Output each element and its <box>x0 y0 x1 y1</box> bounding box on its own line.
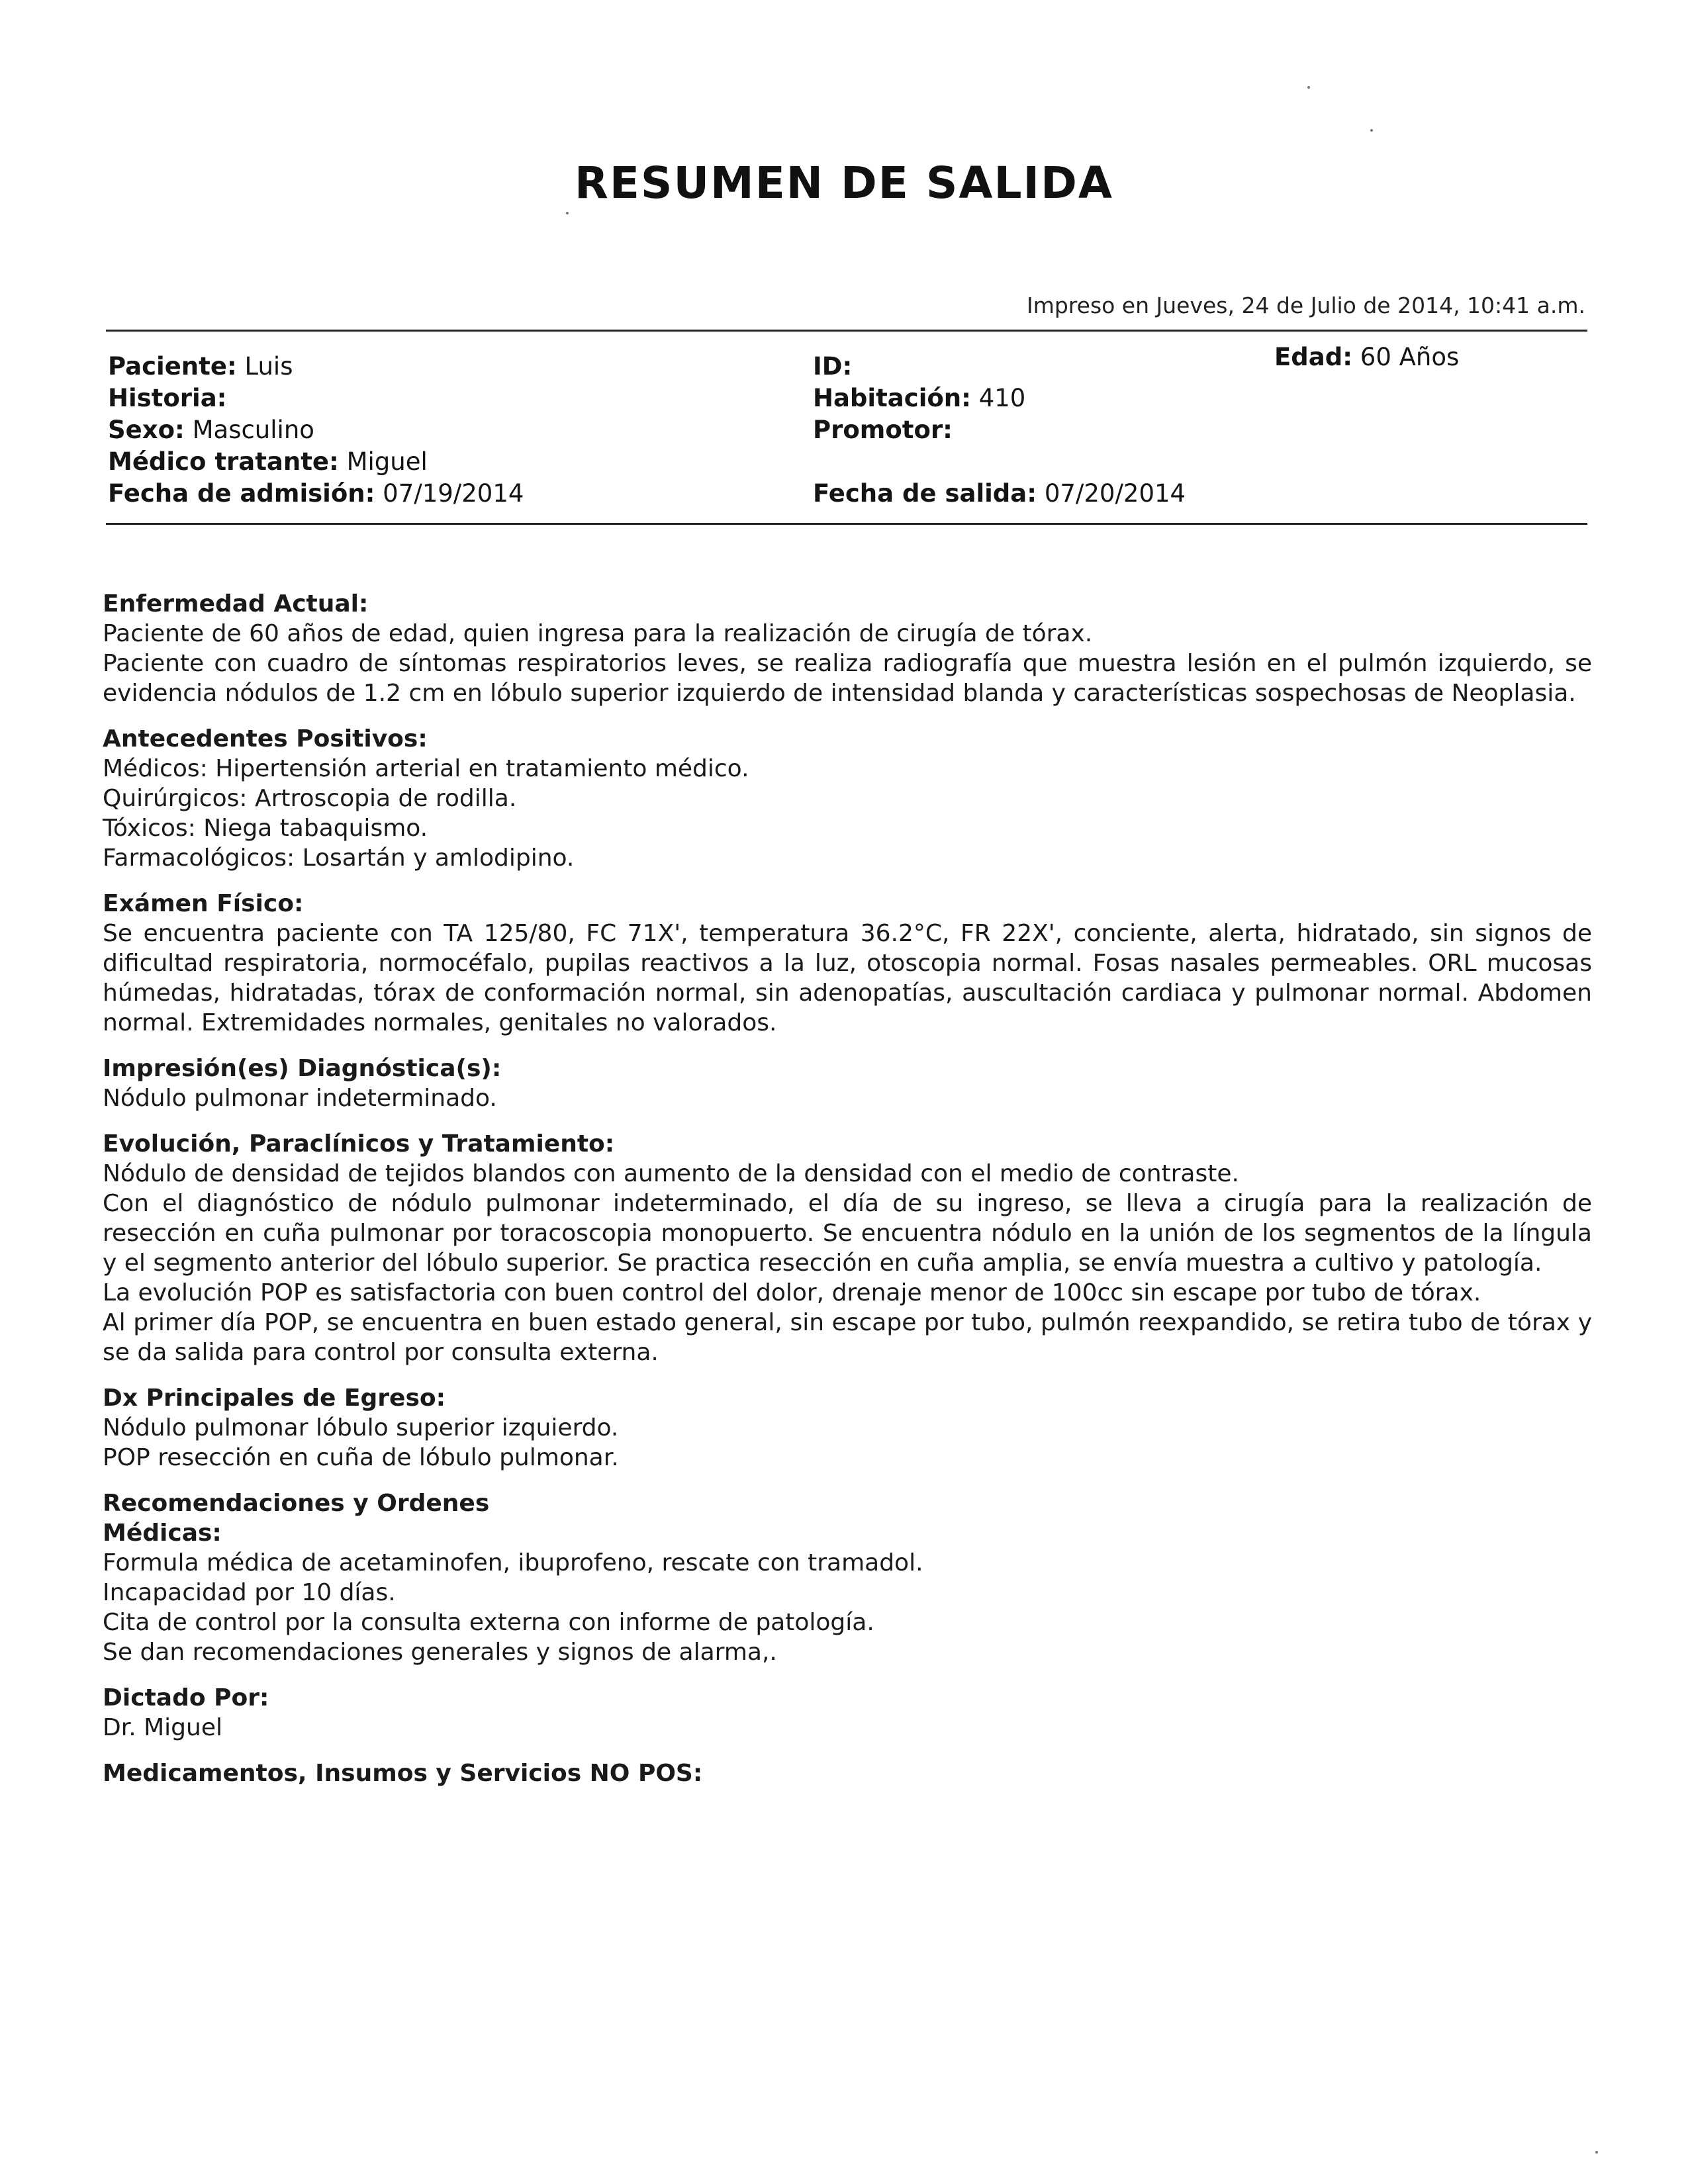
id-row <box>813 351 1186 383</box>
section-0 <box>103 589 1592 708</box>
discharge-date-row <box>813 478 1186 510</box>
age-value: 60 Años <box>1360 343 1460 371</box>
room-value: 410 <box>978 384 1026 412</box>
age-row <box>1274 341 1459 373</box>
section-line: Se encuentra paciente con TA 125/80, FC 71X', temperatura 36.2°C, FR 22X', conciente, alerta, hidratado, sin signos de dificultad respiratoria, normocéfalo, pupilas reactivos a la luz, otoscopia normal. Fosas nasales permeables. ORL mucosas húmedas, hidratadas, tórax de conformación normal, sin adenopatías, auscultación cardiaca y pulmonar normal. Abdomen normal. Extremidades normales, genitales no valorados. <box>103 920 1592 1036</box>
header-divider-top <box>106 330 1587 332</box>
section-line: Farmacológicos: Losartán y amlodipino. <box>103 844 575 872</box>
sex-label: Sexo: <box>108 416 185 444</box>
section-line: Tóxicos: Niega tabaquismo. <box>103 815 428 842</box>
spacer-row <box>813 446 1186 478</box>
section-title: Evolución, Paraclínicos y Tratamiento: <box>103 1130 615 1158</box>
scan-speck <box>566 212 569 214</box>
id-label: ID: <box>813 352 853 381</box>
section-line: POP resección en cuña de lóbulo pulmonar. <box>103 1444 619 1471</box>
section-5 <box>103 1383 1592 1473</box>
patient-info-right <box>1274 341 1459 373</box>
patient-info-middle <box>813 351 1186 510</box>
section-line: Nódulo de densidad de tejidos blandos con aumento de la densidad con el medio de contraste. <box>103 1160 1239 1187</box>
section-title: Enfermedad Actual: <box>103 590 369 617</box>
promoter-row <box>813 414 1186 446</box>
discharge-date-label: Fecha de salida: <box>813 479 1037 508</box>
scan-speck <box>1370 129 1373 132</box>
section-line: Nódulo pulmonar lóbulo superior izquierdo. <box>103 1414 619 1441</box>
section-8 <box>103 1758 1592 1788</box>
history-label: Historia: <box>108 384 227 412</box>
printed-timestamp: Impreso en Jueves, 24 de Julio de 2014, 10:41 a.m. <box>1026 293 1585 318</box>
section-line: Cita de control por la consulta externa con informe de patología. <box>103 1609 874 1636</box>
sex-value: Masculino <box>192 416 314 444</box>
patient-name-value: Luis <box>244 352 293 381</box>
discharge-date-value: 07/20/2014 <box>1044 479 1186 508</box>
promoter-label: Promotor: <box>813 416 953 444</box>
section-title: Dx Principales de Egreso: <box>103 1385 446 1412</box>
admission-date-value: 07/19/2014 <box>383 479 524 508</box>
section-title: Recomendaciones y Ordenes Médicas: <box>103 1490 490 1547</box>
scan-speck <box>1307 86 1310 89</box>
page-title: RESUMEN DE SALIDA <box>575 158 1113 208</box>
section-title: Medicamentos, Insumos y Servicios NO POS: <box>103 1760 703 1787</box>
section-7 <box>103 1683 1592 1743</box>
section-line: Nódulo pulmonar indeterminado. <box>103 1085 497 1112</box>
patient-name-label: Paciente: <box>108 352 237 381</box>
section-title: Impresión(es) Diagnóstica(s): <box>103 1055 502 1082</box>
section-line: Se dan recomendaciones generales y signos de alarma,. <box>103 1639 777 1666</box>
patient-info-left <box>108 351 524 510</box>
section-line: Al primer día POP, se encuentra en buen estado general, sin escape por tubo, pulmón reexpandido, se retira tubo de tórax y se da salida para control por consulta externa. <box>103 1309 1592 1366</box>
history-row <box>108 383 524 414</box>
doctor-value: Miguel <box>346 447 428 476</box>
clinical-sections <box>103 589 1592 1804</box>
section-1 <box>103 724 1592 873</box>
section-line: Quirúrgicos: Artroscopia de rodilla. <box>103 785 517 812</box>
section-6 <box>103 1488 1592 1667</box>
section-title: Antecedentes Positivos: <box>103 725 428 752</box>
section-line: Formula médica de acetaminofen, ibuprofeno, rescate con tramadol. <box>103 1549 923 1576</box>
section-4 <box>103 1129 1592 1367</box>
sex-row <box>108 414 524 446</box>
section-line: Incapacidad por 10 días. <box>103 1579 396 1606</box>
doctor-row <box>108 446 524 478</box>
admission-date-label: Fecha de admisión: <box>108 479 375 508</box>
section-line: Paciente de 60 años de edad, quien ingresa para la realización de cirugía de tórax. <box>103 620 1093 647</box>
patient-name-row <box>108 351 524 383</box>
scan-speck <box>1595 2151 1598 2154</box>
header-divider-bottom <box>106 523 1587 525</box>
section-line: Médicos: Hipertensión arterial en tratamiento médico. <box>103 755 749 782</box>
section-line: Con el diagnóstico de nódulo pulmonar indeterminado, el día de su ingreso, se lleva a cirugía para la realización de resección en cuña pulmonar por toracoscopia monopuerto. Se encuentra nódulo en la unión de los segmentos de la língula y el segmento anterior del lóbulo superior. Se practica resección en cuña amplia, se envía muestra a cultivo y patología. <box>103 1190 1592 1277</box>
room-label: Habitación: <box>813 384 971 412</box>
section-2 <box>103 889 1592 1038</box>
section-title: Exámen Físico: <box>103 890 304 917</box>
age-label: Edad: <box>1274 343 1353 371</box>
room-row <box>813 383 1186 414</box>
section-line: Dr. Miguel <box>103 1714 222 1741</box>
section-line: La evolución POP es satisfactoria con buen control del dolor, drenaje menor de 100cc sin escape por tubo de tórax. <box>103 1279 1481 1306</box>
admission-date-row <box>108 478 524 510</box>
section-title: Dictado Por: <box>103 1684 269 1711</box>
section-line: Paciente con cuadro de síntomas respiratorios leves, se realiza radiografía que muestra lesión en el pulmón izquierdo, se evidencia nódulos de 1.2 cm en lóbulo superior izquierdo de intensidad blanda y características sospechosas de Neoplasia. <box>103 650 1592 707</box>
doctor-label: Médico tratante: <box>108 447 339 476</box>
section-3 <box>103 1054 1592 1113</box>
